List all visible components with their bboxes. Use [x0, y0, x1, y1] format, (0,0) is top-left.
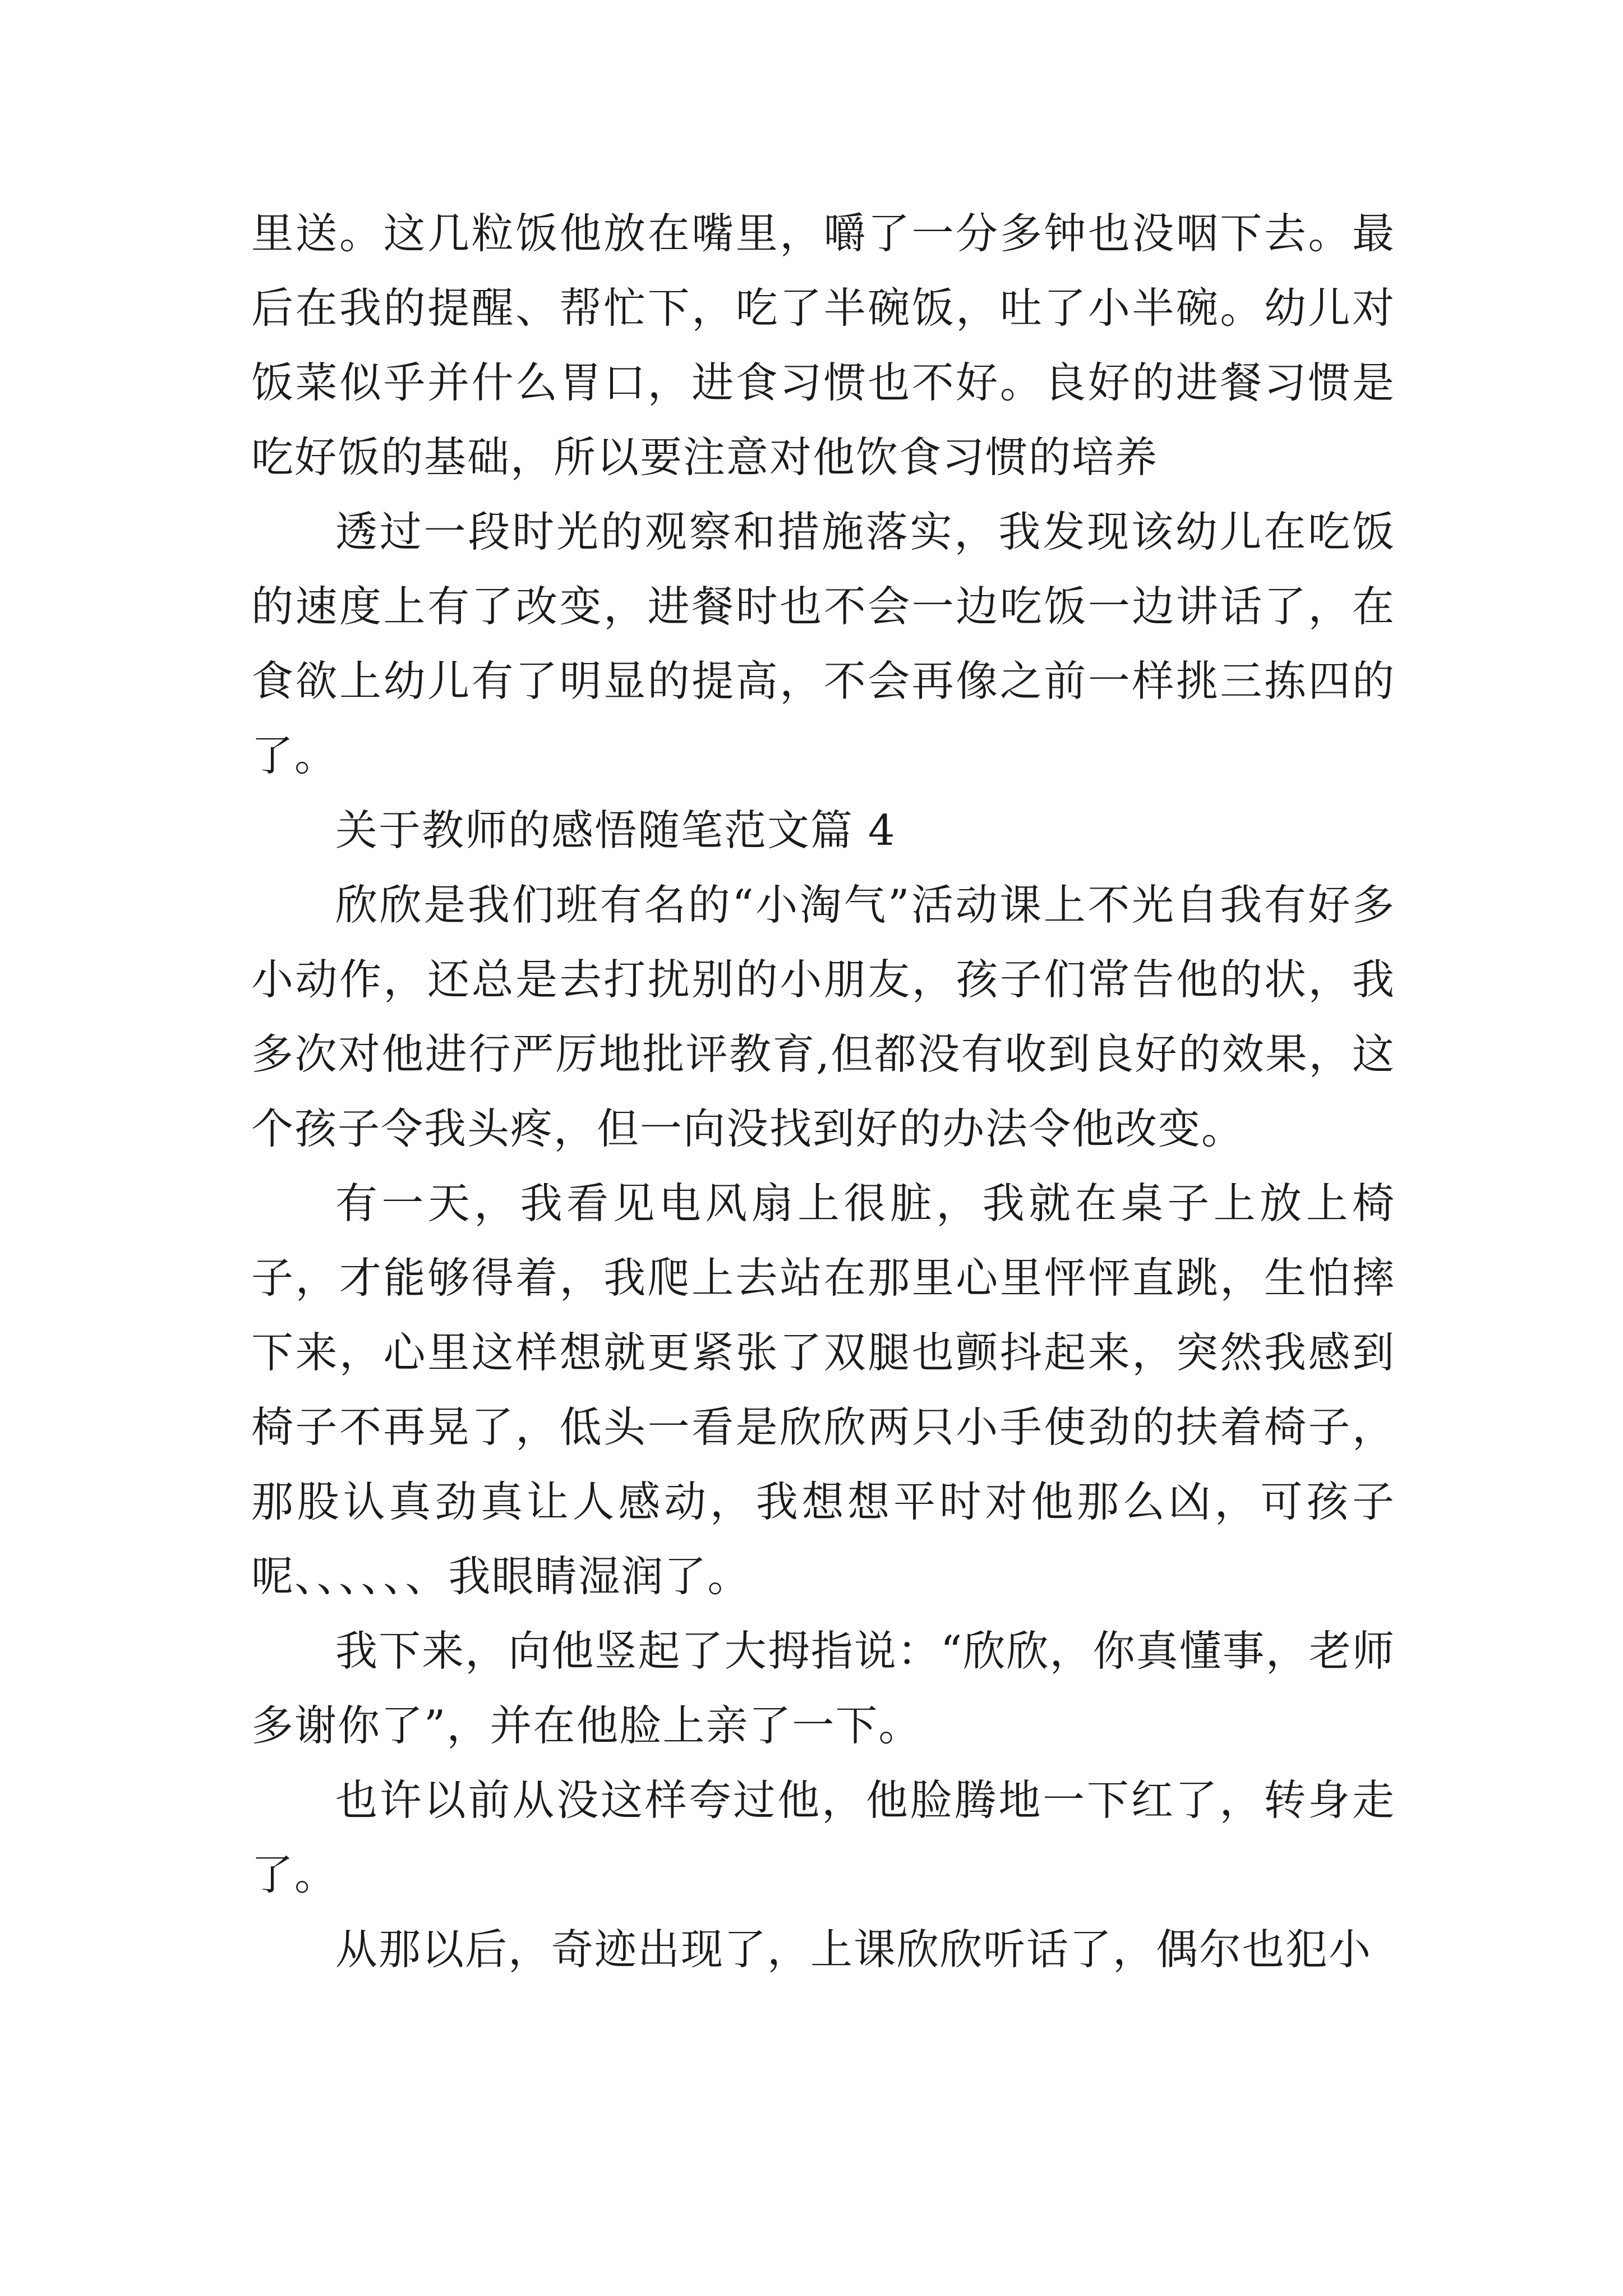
paragraph-2: 透过一段时光的观察和措施落实，我发现该幼儿在吃饭的速度上有了改变，进餐时也不会一边吃饭一边讲话了，在食欲上幼儿有了明显的提高，不会再像之前一样挑三拣四的了。: [251, 507, 1395, 780]
document-body: [251, 196, 1395, 1987]
paragraph-1: 里送。这几粒饭他放在嘴里，嚼了一分多钟也没咽下去。最后在我的提醒、帮忙下，吃了半碗饭，吐了小半碗。幼儿对饭菜似乎并什么胃口，进食习惯也不好。良好的进餐习惯是吃好饭的基础，所以要注意对他饮食习惯的培养: [251, 209, 1395, 482]
paragraph-8: 从那以后，奇迹出现了，上课欣欣听话了，偶尔也犯小: [335, 1925, 1372, 1974]
paragraph-4: 欣欣是我们班有名的“小淘气”活动课上不光自我有好多小动作，还总是去打扰别的小朋友，孩子们常告他的状，我多次对他进行严厉地批评教育,但都没有收到良好的效果，这个孩子令我头疼，但一向没找到好的办法令他改变。: [251, 880, 1395, 1153]
paragraph-5: 有一天，我看见电风扇上很脏，我就在桌子上放上椅子，才能够得着，我爬上去站在那里心里怦怦直跳，生怕摔下来，心里这样想就更紧张了双腿也颤抖起来，突然我感到椅子不再晃了，低头一看是欣欣两只小手使劲的扶着椅子，那股认真劲真让人感动，我想想平时对他那么凶，可孩子呢、、、、、、我眼睛湿润了。: [251, 1179, 1395, 1601]
section-heading: 关于教师的感悟随笔范文篇 4: [335, 806, 896, 855]
paragraph-6: 我下来，向他竖起了大拇指说：“欣欣，你真懂事，老师多谢你了”，并在他脸上亲了一下。: [251, 1626, 1395, 1750]
paragraph-7: 也许以前从没这样夸过他，他脸腾地一下红了，转身走了。: [251, 1775, 1395, 1899]
